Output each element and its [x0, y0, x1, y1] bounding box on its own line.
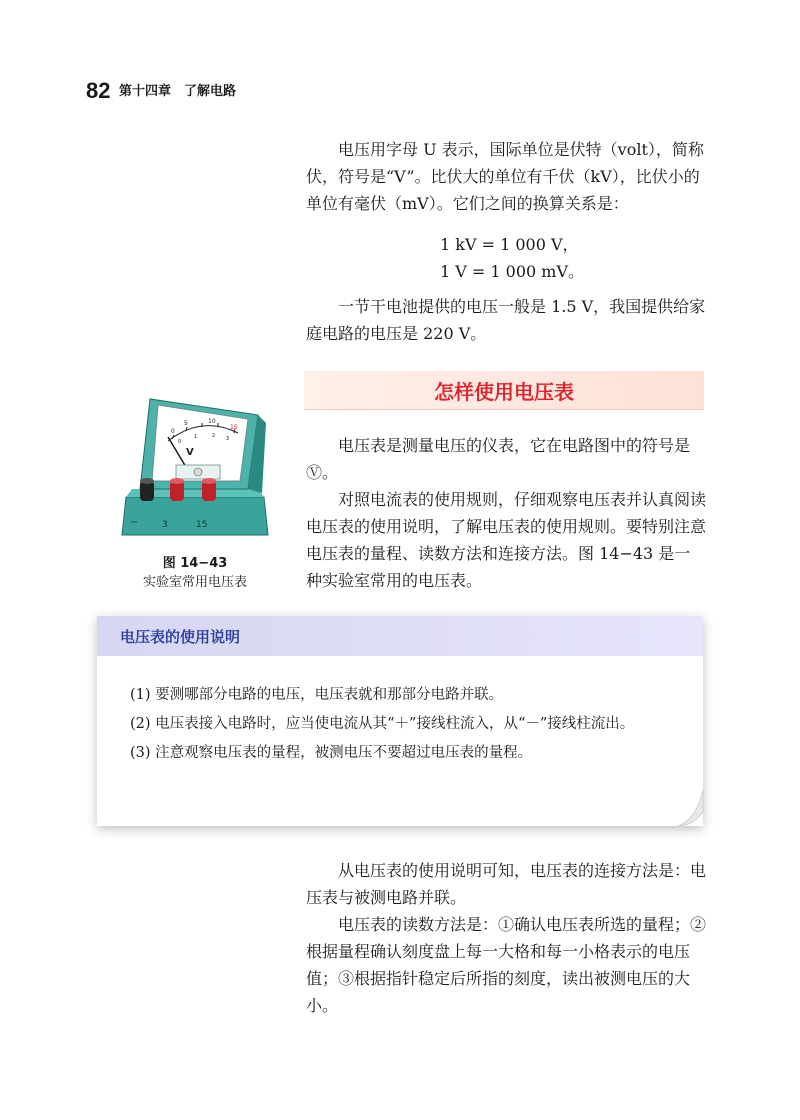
terminal-15v-cap [202, 478, 216, 484]
scale-upper-5: 5 [184, 420, 188, 427]
voltmeter-base [122, 497, 268, 535]
section-paragraph-1: 电压表是测量电压的仪表，它在电路图中的符号是Ⓥ。 [306, 436, 691, 482]
page-curl-corner [678, 790, 704, 826]
scale-lower-2: 2 [212, 433, 216, 439]
voltmeter-illustration [116, 393, 274, 545]
terminal-label-3: 3 [162, 520, 168, 530]
scale-lower-0: 0 [178, 439, 182, 445]
scale-lower-3: 3 [226, 436, 230, 442]
after-paragraph-2: 电压表的读数方法是：①确认电压表所选的量程；②根据量程确认刻度盘上每一大格和每一小格表示的电压值；③根据指针稳定后所指的刻度，读出被测电压的大小。 [306, 915, 707, 1015]
figure-number: 图 14−43 [162, 556, 228, 571]
list-item: (1) 要测哪部分电路的电压，电压表就和那部分电路并联。 [130, 687, 504, 703]
section-title: 怎样使用电压表 [434, 380, 574, 404]
chapter-title: 第十四章 了解电路 [119, 84, 237, 99]
terminal-3v-cap [170, 478, 184, 484]
zero-adjust-screw [194, 468, 202, 476]
scale-lower-1: 1 [194, 434, 198, 440]
intro-paragraph-1: 电压用字母 U 表示，国际单位是伏特（volt），简称伏，符号是“V”。比伏大的单位有千伏（kV），比伏小的单位有毫伏（mV）。它们之间的换算关系是： [306, 140, 704, 213]
scale-upper-15: 15 [230, 424, 238, 431]
figure-caption: 实验室常用电压表 [142, 575, 247, 590]
formula-kv: 1 kV = 1 000 V， [440, 235, 579, 254]
list-item: (3) 注意观察电压表的量程，被测电压不要超过电压表的量程。 [130, 745, 533, 761]
conversion-formulas [440, 231, 584, 285]
page-number: 82 [86, 78, 111, 103]
scale-upper-10: 10 [208, 418, 216, 425]
terminal-negative-cap [140, 478, 154, 484]
scale-upper-0: 0 [171, 428, 175, 435]
terminal-label-negative: − [130, 517, 139, 528]
dial-unit-label: V [186, 447, 194, 458]
instruction-list [130, 683, 690, 770]
after-paragraph-1: 从电压表的使用说明可知，电压表的连接方法是：电压表与被测电路并联。 [306, 861, 707, 907]
formula-mv: 1 V = 1 000 mV。 [440, 262, 585, 281]
terminal-label-15: 15 [196, 520, 208, 530]
intro-paragraph-2: 一节干电池提供的电压一般是 1.5 V，我国提供给家庭电路的电压是 220 V。 [306, 297, 706, 343]
list-item: (2) 电压表接入电路时，应当使电流从其“＋”接线柱流入，从“－”接线柱流出。 [130, 716, 635, 732]
section-paragraph-2: 对照电流表的使用规则，仔细观察电压表并认真阅读电压表的使用说明，了解电压表的使用规则。要特别注意电压表的量程、读数方法和连接方法。图 14−43 是一种实验室常用的电压表。 [306, 490, 707, 590]
instruction-box-title: 电压表的使用说明 [120, 628, 241, 646]
